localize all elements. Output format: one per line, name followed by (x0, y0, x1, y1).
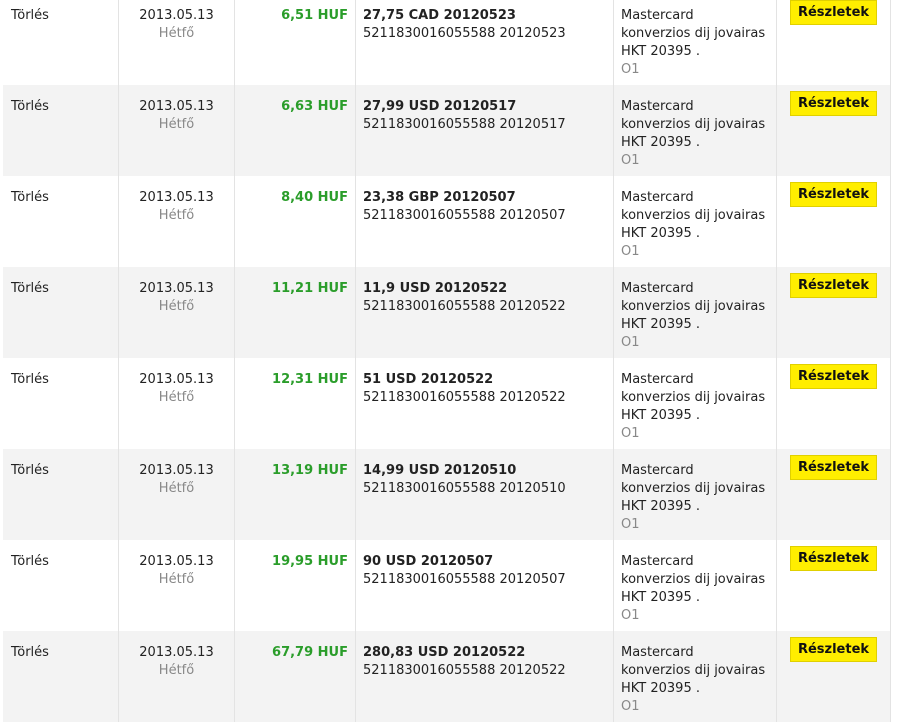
original-amount: 27,99 USD 20120517 (363, 99, 517, 114)
details-button[interactable]: Részletek (790, 455, 877, 480)
action-cell (3, 540, 118, 631)
note-cell (613, 631, 776, 722)
note-code: O1 (621, 426, 640, 441)
date-cell (118, 358, 234, 449)
amount-cell (234, 267, 355, 358)
note-line-1: Mastercard (621, 190, 694, 205)
note-code: O1 (621, 699, 640, 714)
button-cell (776, 449, 891, 540)
transaction-date: 2013.05.13 (139, 190, 214, 205)
note-line-3: HKT 20395 . (621, 44, 700, 59)
amount-cell (234, 540, 355, 631)
details-button[interactable]: Részletek (790, 364, 877, 389)
note-line-3: HKT 20395 . (621, 681, 700, 696)
original-amount: 280,83 USD 20120522 (363, 645, 526, 660)
original-amount: 14,99 USD 20120510 (363, 463, 517, 478)
transaction-weekday: Hétfő (158, 299, 195, 314)
note-code: O1 (621, 153, 640, 168)
action-cell (3, 176, 118, 267)
action-cell (3, 267, 118, 358)
note-line-3: HKT 20395 . (621, 590, 700, 605)
button-cell (776, 0, 891, 85)
note-line-1: Mastercard (621, 8, 694, 23)
transaction-weekday: Hétfő (158, 663, 195, 678)
amount-cell (234, 176, 355, 267)
note-line-3: HKT 20395 . (621, 226, 700, 241)
button-cell (776, 267, 891, 358)
table-row (3, 267, 891, 358)
button-cell (776, 540, 891, 631)
transaction-amount: 6,63 HUF (281, 99, 348, 114)
note-line-1: Mastercard (621, 554, 694, 569)
transaction-date: 2013.05.13 (139, 372, 214, 387)
card-reference: 5211830016055588 20120507 (363, 572, 566, 587)
description-cell (355, 85, 613, 176)
card-reference: 5211830016055588 20120507 (363, 208, 566, 223)
note-line-2: konverzios dij jovairas (621, 481, 766, 496)
amount-cell (234, 358, 355, 449)
details-button[interactable]: Részletek (790, 0, 877, 25)
transaction-weekday: Hétfő (158, 572, 195, 587)
details-button[interactable]: Részletek (790, 273, 877, 298)
table-row (3, 540, 891, 631)
note-line-2: konverzios dij jovairas (621, 299, 766, 314)
transaction-weekday: Hétfő (158, 117, 195, 132)
note-code: O1 (621, 517, 640, 532)
transaction-date: 2013.05.13 (139, 645, 214, 660)
date-cell (118, 540, 234, 631)
transaction-amount: 19,95 HUF (272, 554, 348, 569)
delete-link[interactable]: Törlés (11, 190, 49, 205)
transaction-weekday: Hétfő (158, 481, 195, 496)
table-row (3, 176, 891, 267)
note-line-1: Mastercard (621, 281, 694, 296)
date-cell (118, 0, 234, 85)
delete-link[interactable]: Törlés (11, 99, 49, 114)
note-line-3: HKT 20395 . (621, 408, 700, 423)
amount-cell (234, 85, 355, 176)
action-cell (3, 0, 118, 85)
amount-cell (234, 631, 355, 722)
date-cell (118, 176, 234, 267)
description-cell (355, 449, 613, 540)
date-cell (118, 267, 234, 358)
description-cell (355, 267, 613, 358)
action-cell (3, 631, 118, 722)
transaction-date: 2013.05.13 (139, 281, 214, 296)
note-cell (613, 540, 776, 631)
delete-link[interactable]: Törlés (11, 645, 49, 660)
original-amount: 11,9 USD 20120522 (363, 281, 508, 296)
card-reference: 5211830016055588 20120517 (363, 117, 566, 132)
transaction-date: 2013.05.13 (139, 8, 214, 23)
note-cell (613, 449, 776, 540)
note-line-2: konverzios dij jovairas (621, 572, 766, 587)
transaction-amount: 13,19 HUF (272, 463, 348, 478)
note-line-3: HKT 20395 . (621, 135, 700, 150)
note-code: O1 (621, 335, 640, 350)
action-cell (3, 85, 118, 176)
transaction-date: 2013.05.13 (139, 99, 214, 114)
details-button[interactable]: Részletek (790, 182, 877, 207)
table-row (3, 85, 891, 176)
note-cell (613, 176, 776, 267)
note-code: O1 (621, 608, 640, 623)
original-amount: 51 USD 20120522 (363, 372, 494, 387)
details-button[interactable]: Részletek (790, 546, 877, 571)
description-cell (355, 0, 613, 85)
description-cell (355, 631, 613, 722)
transaction-amount: 11,21 HUF (272, 281, 348, 296)
button-cell (776, 358, 891, 449)
transaction-date: 2013.05.13 (139, 463, 214, 478)
description-cell (355, 540, 613, 631)
button-cell (776, 85, 891, 176)
note-code: O1 (621, 62, 640, 77)
amount-cell (234, 449, 355, 540)
table-row (3, 0, 891, 85)
note-line-2: konverzios dij jovairas (621, 390, 766, 405)
original-amount: 90 USD 20120507 (363, 554, 494, 569)
transaction-amount: 67,79 HUF (272, 645, 348, 660)
transaction-amount: 8,40 HUF (281, 190, 348, 205)
action-cell (3, 449, 118, 540)
action-cell (3, 358, 118, 449)
note-line-2: konverzios dij jovairas (621, 26, 766, 41)
note-line-3: HKT 20395 . (621, 499, 700, 514)
table-row (3, 358, 891, 449)
note-cell (613, 85, 776, 176)
transaction-weekday: Hétfő (158, 390, 195, 405)
card-reference: 5211830016055588 20120522 (363, 390, 566, 405)
transaction-amount: 12,31 HUF (272, 372, 348, 387)
note-cell (613, 358, 776, 449)
date-cell (118, 449, 234, 540)
transactions-table (3, 0, 891, 722)
note-line-1: Mastercard (621, 645, 694, 660)
delete-link[interactable]: Törlés (11, 281, 49, 296)
note-line-1: Mastercard (621, 99, 694, 114)
note-line-2: konverzios dij jovairas (621, 117, 766, 132)
details-button[interactable]: Részletek (790, 637, 877, 662)
delete-link[interactable]: Törlés (11, 8, 49, 23)
note-code: O1 (621, 244, 640, 259)
note-line-3: HKT 20395 . (621, 317, 700, 332)
table-row (3, 449, 891, 540)
note-cell (613, 0, 776, 85)
date-cell (118, 631, 234, 722)
note-cell (613, 267, 776, 358)
transaction-weekday: Hétfő (158, 26, 195, 41)
card-reference: 5211830016055588 20120522 (363, 663, 566, 678)
description-cell (355, 176, 613, 267)
delete-link[interactable]: Törlés (11, 372, 49, 387)
button-cell (776, 631, 891, 722)
table-row (3, 631, 891, 722)
card-reference: 5211830016055588 20120523 (363, 26, 566, 41)
card-reference: 5211830016055588 20120510 (363, 481, 566, 496)
note-line-2: konverzios dij jovairas (621, 208, 766, 223)
amount-cell (234, 0, 355, 85)
original-amount: 27,75 CAD 20120523 (363, 8, 516, 23)
transaction-weekday: Hétfő (158, 208, 195, 223)
details-button[interactable]: Részletek (790, 91, 877, 116)
date-cell (118, 85, 234, 176)
note-line-2: konverzios dij jovairas (621, 663, 766, 678)
button-cell (776, 176, 891, 267)
transaction-amount: 6,51 HUF (281, 8, 348, 23)
description-cell (355, 358, 613, 449)
delete-link[interactable]: Törlés (11, 554, 49, 569)
original-amount: 23,38 GBP 20120507 (363, 190, 516, 205)
transaction-date: 2013.05.13 (139, 554, 214, 569)
delete-link[interactable]: Törlés (11, 463, 49, 478)
note-line-1: Mastercard (621, 372, 694, 387)
card-reference: 5211830016055588 20120522 (363, 299, 566, 314)
note-line-1: Mastercard (621, 463, 694, 478)
